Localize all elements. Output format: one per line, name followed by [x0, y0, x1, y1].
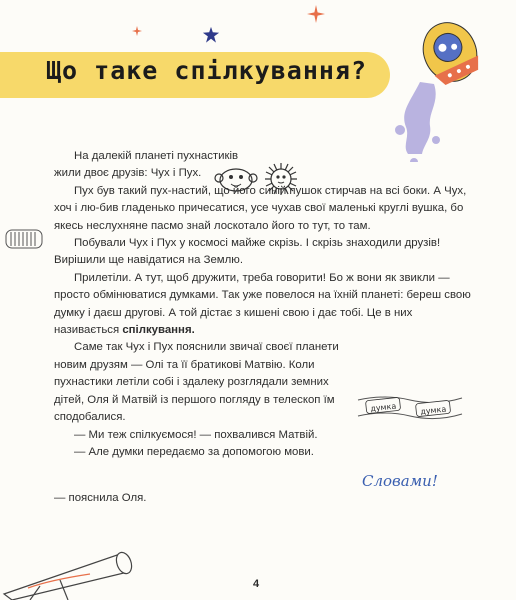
paragraph: Пух був такий пух-настий, що його синій пушок стирчав на всі боки. А Чух, хоч і лю-бив гладенько причесатися, усе чухав свої маленькі круглі вушка, бо якесь неслухняне пасмо знай лоскотало його то тут, то там. [54, 184, 467, 232]
story-text [54, 148, 474, 461]
paragraph: Прилетіли. А тут, щоб дружити, треба говорити! Бо ж вони як звикли — просто обмінюватися думками. Так уже повелося на їхній планеті: береш свою думку і даєш другові. А той дістає з кишені свою і дає тобі. Це в них називається спілкування. [54, 271, 471, 337]
dialog-line: — Ми теж спілкуємося! — похвалився Матвій. [74, 428, 318, 441]
paragraph: Побували Чух і Пух у космосі майже скрізь. І скрізь знаходили друзів! Вирішили ще навідатися на Землю. [54, 237, 441, 267]
star-icon [306, 4, 326, 24]
rocket-icon [370, 12, 490, 162]
page-title: Що таке спілкування? [46, 56, 368, 85]
paragraph: Саме так Чух і Пух пояснили звичаї своєї планети новим друзям — Олі та її братикові Матвію. Коли пухнастики летіли собі і здалеку розглядали земних дітей, Оля й Матвій із першого погляду в телескоп їм сподобалися. [54, 341, 339, 424]
paragraph: На далекій планеті пухнастиків жили двоє друзів: Чух і Пух. [54, 150, 239, 180]
star-icon [202, 26, 220, 44]
dialog-line: — Але думки передаємо за допомогою мови. [74, 445, 314, 458]
telescope-icon [0, 530, 140, 600]
star-icon [132, 26, 142, 36]
page-number: 4 [253, 578, 260, 590]
dialog-line-end: — пояснила Оля. [54, 492, 147, 504]
bold-term: спілкування. [122, 324, 195, 337]
thought-label: думка [369, 401, 397, 414]
handwritten-slovaly: Словами! [362, 472, 438, 490]
comb-icon [4, 224, 46, 254]
thought-label: думка [419, 404, 447, 417]
